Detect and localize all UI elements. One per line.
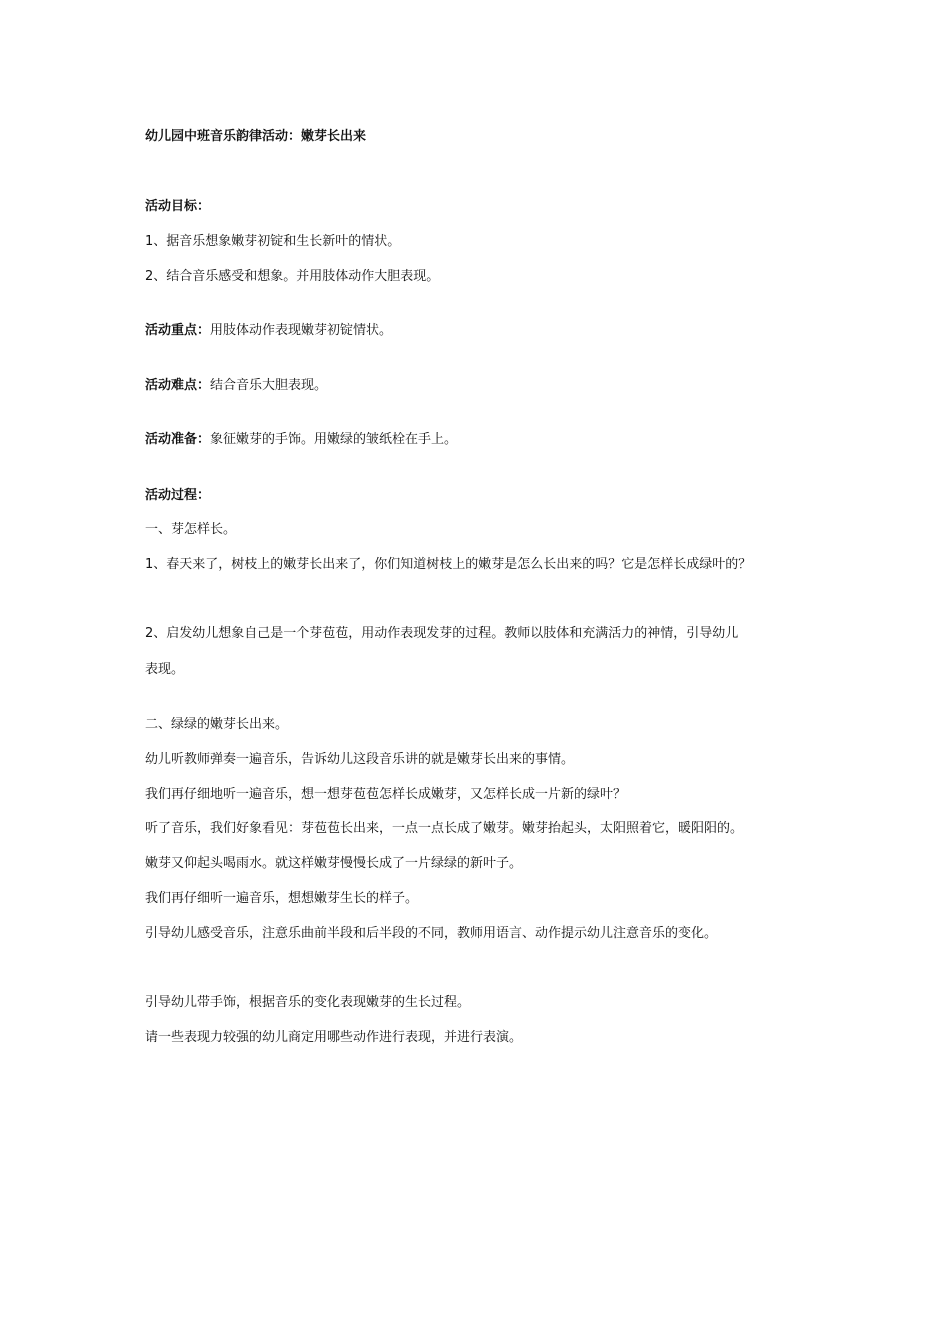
process-part2-line: 嫩芽又仰起头喝雨水。就这样嫩芽慢慢长成了一片绿绿的新叶子。 <box>145 856 523 871</box>
process-part2-line: 引导幼儿感受音乐，注意乐曲前半段和后半段的不同，教师用语言、动作提示幼儿注意音乐的变化。 <box>145 926 718 941</box>
goal-item: 1、据音乐想象嫩芽初锭和生长新叶的情状。 <box>145 234 401 249</box>
process-part2-line: 幼儿听教师弹奏一遍音乐，告诉幼儿这段音乐讲的就是嫩芽长出来的事情。 <box>145 752 575 767</box>
goal-item: 2、结合音乐感受和想象。并用肢体动作大胆表现。 <box>145 269 440 284</box>
process-part2-line: 请一些表现力较强的幼儿商定用哪些动作进行表现，并进行表演。 <box>145 1030 523 1045</box>
process-part1-title: 一、芽怎样长。 <box>145 522 237 537</box>
key-point-text: 用肢体动作表现嫩芽初锭情状。 <box>210 323 393 338</box>
difficulty-label: 活动难点： <box>145 378 211 393</box>
process-part2-line: 我们再仔细听一遍音乐，想想嫩芽生长的样子。 <box>145 891 419 906</box>
preparation-label: 活动准备： <box>145 432 211 447</box>
key-point-label: 活动重点： <box>145 323 211 338</box>
difficulty-paragraph <box>145 377 835 395</box>
process-part2-line: 我们再仔细地听一遍音乐，想一想芽苞苞怎样长成嫩芽，又怎样长成一片新的绿叶？ <box>145 787 627 802</box>
goals-heading: 活动目标： <box>145 199 211 214</box>
process-part1-paragraph: 2、启发幼儿想象自己是一个芽苞苞，用动作表现发芽的过程。教师以肢体和充满活力的神情，引导幼儿 <box>145 626 739 641</box>
preparation-paragraph <box>145 431 835 449</box>
process-part2-line: 引导幼儿带手饰，根据音乐的变化表现嫩芽的生长过程。 <box>145 995 471 1010</box>
process-part2-title: 二、绿绿的嫩芽长出来。 <box>145 717 289 732</box>
document-title: 幼儿园中班音乐韵律活动：嫩芽长出来 <box>145 129 367 144</box>
key-point-paragraph <box>145 322 835 340</box>
process-part1-paragraph: 表现。 <box>145 662 185 677</box>
preparation-text: 象征嫩芽的手饰。用嫩绿的皱纸栓在手上。 <box>210 432 458 447</box>
process-part1-paragraph: 1、春天来了，树枝上的嫩芽长出来了，你们知道树枝上的嫩芽是怎么长出来的吗？它是怎样长成绿叶的？ <box>145 557 752 572</box>
process-part2-line: 听了音乐，我们好象看见：芽苞苞长出来，一点一点长成了嫩芽。嫩芽抬起头，太阳照着它，暖阳阳的。 <box>145 821 744 836</box>
difficulty-text: 结合音乐大胆表现。 <box>210 378 328 393</box>
process-heading: 活动过程： <box>145 488 211 503</box>
